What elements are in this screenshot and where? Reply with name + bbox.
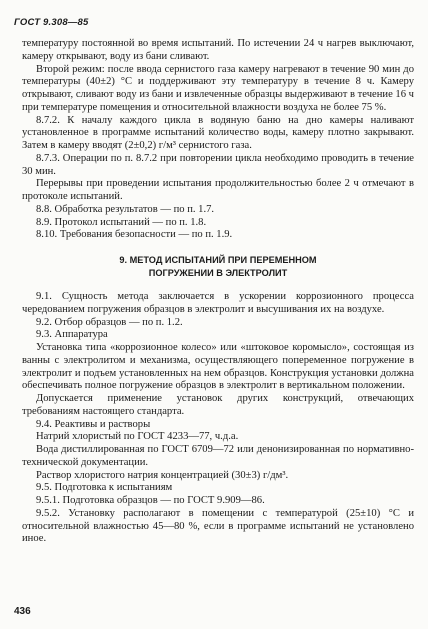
paragraph: 9.4. Реактивы и растворы xyxy=(36,418,151,430)
paragraph: 8.9. Протокол испытаний — по п. 1.8. xyxy=(36,216,207,228)
paragraph: 8.10. Требования безопасности — по п. 1.9. xyxy=(36,229,233,241)
document-body xyxy=(22,38,414,546)
paragraph: 9.5.2. Установку располагают в помещении с температурой (25±10) °С и относительной влажностью 45—80 %, если в программе испытаний не установлено иное. xyxy=(22,507,414,545)
paragraph: Перерывы при проведении испытания продолжительностью более 2 ч отмечают в протоколе испытаний. xyxy=(22,178,414,202)
paragraph: 8.7.2. К началу каждого цикла в водяную баню на дно камеры наливают установленное в программе испытаний количество воды, камеру плотно закрывают. Затем в камеру вводят (2±0,2) г/м³ сернистого газа. xyxy=(22,114,414,151)
paragraph: 8.7.3. Операции по п. 8.7.2 при повторении цикла необходимо проводить в течение 30 мин. xyxy=(22,152,414,177)
paragraph: Установка типа «коррозионное колесо» или «штоковое коромысло», состоящая из ванны с электролитом и механизма, осуществляющего попеременное погружение в электролит и подъем установленных на нем образцов. Конструкция установки должна обеспечивать полное погружение образцов в электролит в вертикальном положении. xyxy=(22,342,414,392)
paragraph: 8.8. Обработка результатов — по п. 1.7. xyxy=(36,203,215,215)
section-heading: ПОГРУЖЕНИИ В ЭЛЕКТРОЛИТ xyxy=(148,267,288,278)
paragraph: температуру постоянной во время испытаний. По истечении 24 ч нагрев выключают, камеру открывают, воду из бани сливают. xyxy=(22,38,414,62)
paragraph: Второй режим: после ввода сернистого газа камеру нагревают в течение 90 мин до температуры (40±2) °С и поддерживают эту температуру в течение 8 ч. Камеру открывают, сливают воду из бани и извлеченные образцы выдерживают в течение 16 ч при температуре помещения и относительной влажности воздуха не более 75 %. xyxy=(22,63,414,113)
paragraph: 9.5. Подготовка к испытаниям xyxy=(36,482,173,494)
paragraph: 9.1. Сущность метода заключается в ускорении коррозионного процесса чередованием погружения образцов в электролит и высушивания их на воздухе. xyxy=(22,291,414,315)
paragraph: Натрий хлористый по ГОСТ 4233—77, ч.д.а. xyxy=(36,431,239,443)
paragraph: Допускается применение установок других конструкций, отвечающих требованиям настоящего стандарта. xyxy=(22,393,414,417)
paragraph: Вода дистиллированная по ГОСТ 6709—72 или денонизированная по нормативно-технической документации. xyxy=(22,444,414,468)
section-heading: 9. МЕТОД ИСПЫТАНИЙ ПРИ ПЕРЕМЕННОМ xyxy=(119,255,317,265)
page-number: 436 xyxy=(14,606,31,617)
page-header: ГОСТ 9.308—85 xyxy=(14,17,89,28)
paragraph: 9.5.1. Подготовка образцов — по ГОСТ 9.909—86. xyxy=(36,495,265,506)
paragraph: Раствор хлористого натрия концентрацией (30±3) г/дм³. xyxy=(36,469,289,481)
paragraph: 9.2. Отбор образцов — по п. 1.2. xyxy=(36,316,183,328)
paragraph: 9.3. Аппаратура xyxy=(36,329,108,341)
